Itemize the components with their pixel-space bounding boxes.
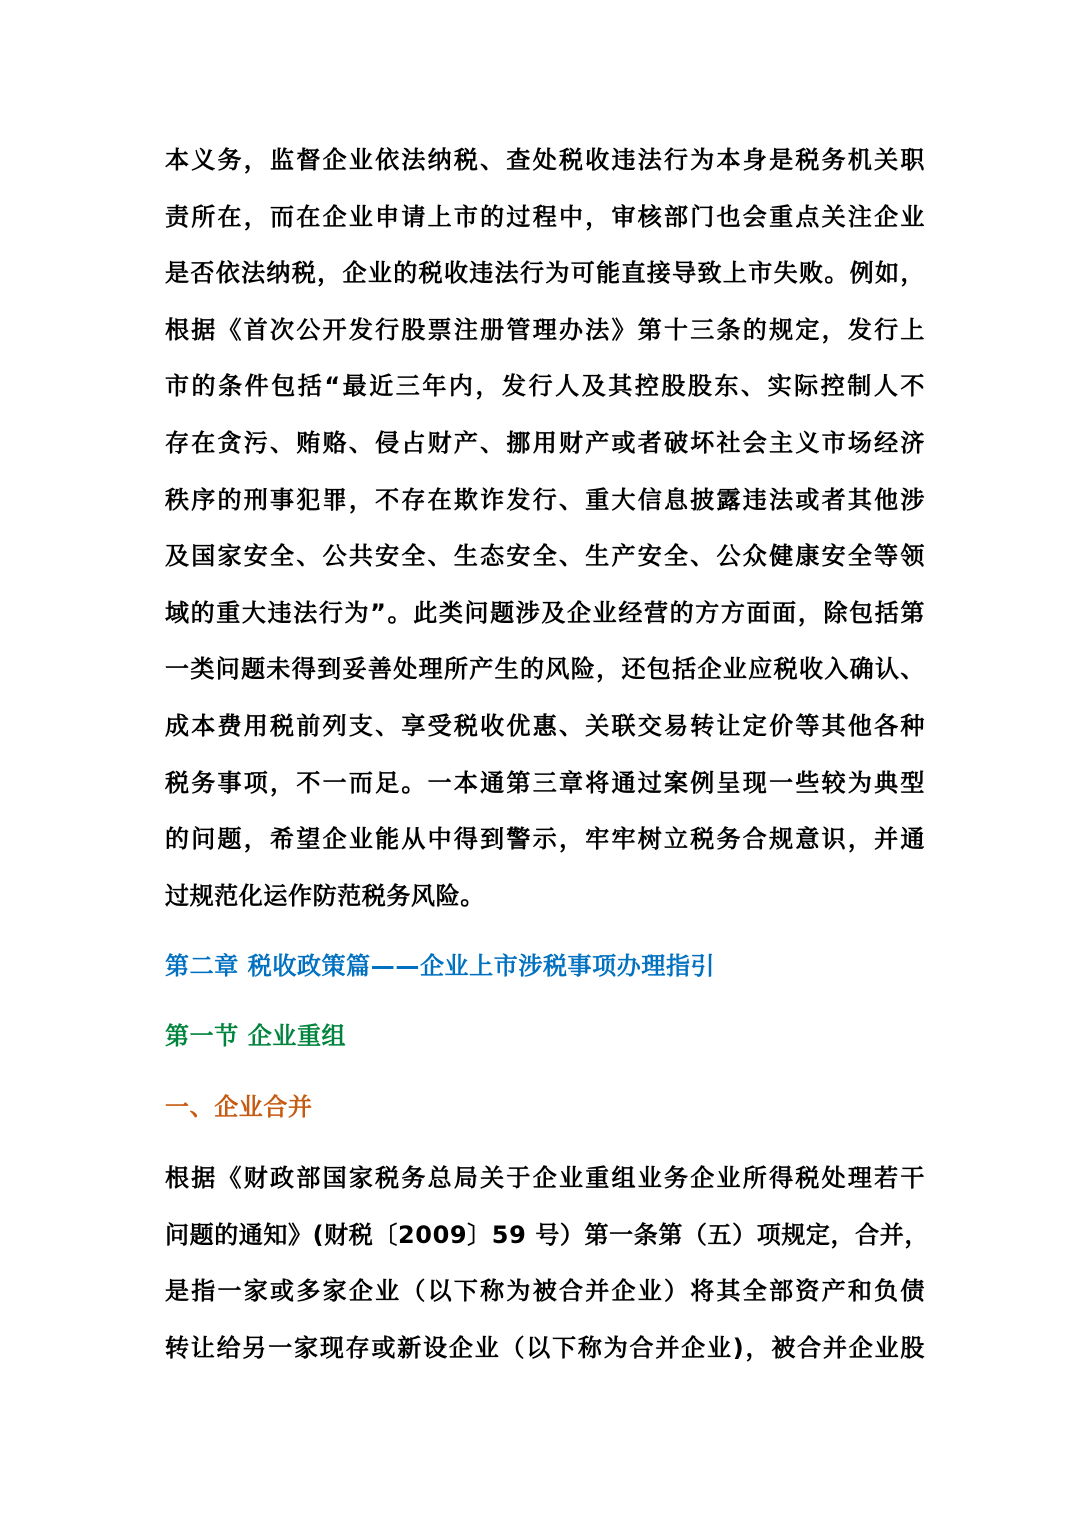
paragraph-line: 的问题，希望企业能从中得到警示，牢牢树立税务合规意识，并通 [165,825,925,854]
paragraph-line: 及国家安全、公共安全、生态安全、生产安全、公众健康安全等领 [165,542,925,571]
section-heading: 第一节 企业重组 [165,1022,347,1050]
paragraph-line: 市的条件包括“最近三年内，发行人及其控股股东、实际控制人不 [165,372,925,401]
paragraph-line: 转让给另一家现存或新设企业（以下称为合并企业)，被合并企业股 [165,1333,925,1362]
paragraph-line: 税务事项，不一而足。一本通第三章将通过案例呈现一些较为典型 [165,768,925,797]
body-paragraph-merger-definition [165,1150,929,1376]
paragraph-line: 本义务，监督企业依法纳税、查处税收违法行为本身是税务机关职 [165,146,925,174]
paragraph-line: 是否依法纳税，企业的税收违法行为可能直接导致上市失败。例如， [165,259,925,288]
subsection-heading: 一、企业合并 [165,1093,313,1121]
paragraph-line: 是指一家或多家企业（以下称为被合并企业）将其全部资产和负债 [165,1277,925,1306]
paragraph-line: 成本费用税前列支、享受税收优惠、关联交易转让定价等其他各种 [165,711,925,740]
chapter-heading: 第二章 税收政策篇——企业上市涉税事项办理指引 [165,952,716,980]
paragraph-line: 责所在，而在企业申请上市的过程中，审核部门也会重点关注企业 [165,202,925,231]
paragraph-line: 问题的通知》(财税〔2009〕59 号）第一条第（五）项规定，合并， [165,1220,929,1249]
paragraph-line: 一类问题未得到妥善处理所产生的风险，还包括企业应税收入确认、 [165,655,925,684]
body-paragraph-tax-compliance [165,132,925,924]
paragraph-line: 秩序的刑事犯罪，不存在欺诈发行、重大信息披露违法或者其他涉 [165,485,925,514]
paragraph-line: 存在贪污、贿赂、侵占财产、挪用财产或者破坏社会主义市场经济 [165,428,925,457]
paragraph-line: 过规范化运作防范税务风险。 [165,881,485,910]
paragraph-line: 根据《首次公开发行股票注册管理办法》第十三条的规定，发行上 [165,315,925,344]
paragraph-line: 域的重大违法行为”。此类问题涉及企业经营的方方面面，除包括第 [165,598,925,627]
paragraph-line: 根据《财政部国家税务总局关于企业重组业务企业所得税处理若干 [165,1164,925,1192]
